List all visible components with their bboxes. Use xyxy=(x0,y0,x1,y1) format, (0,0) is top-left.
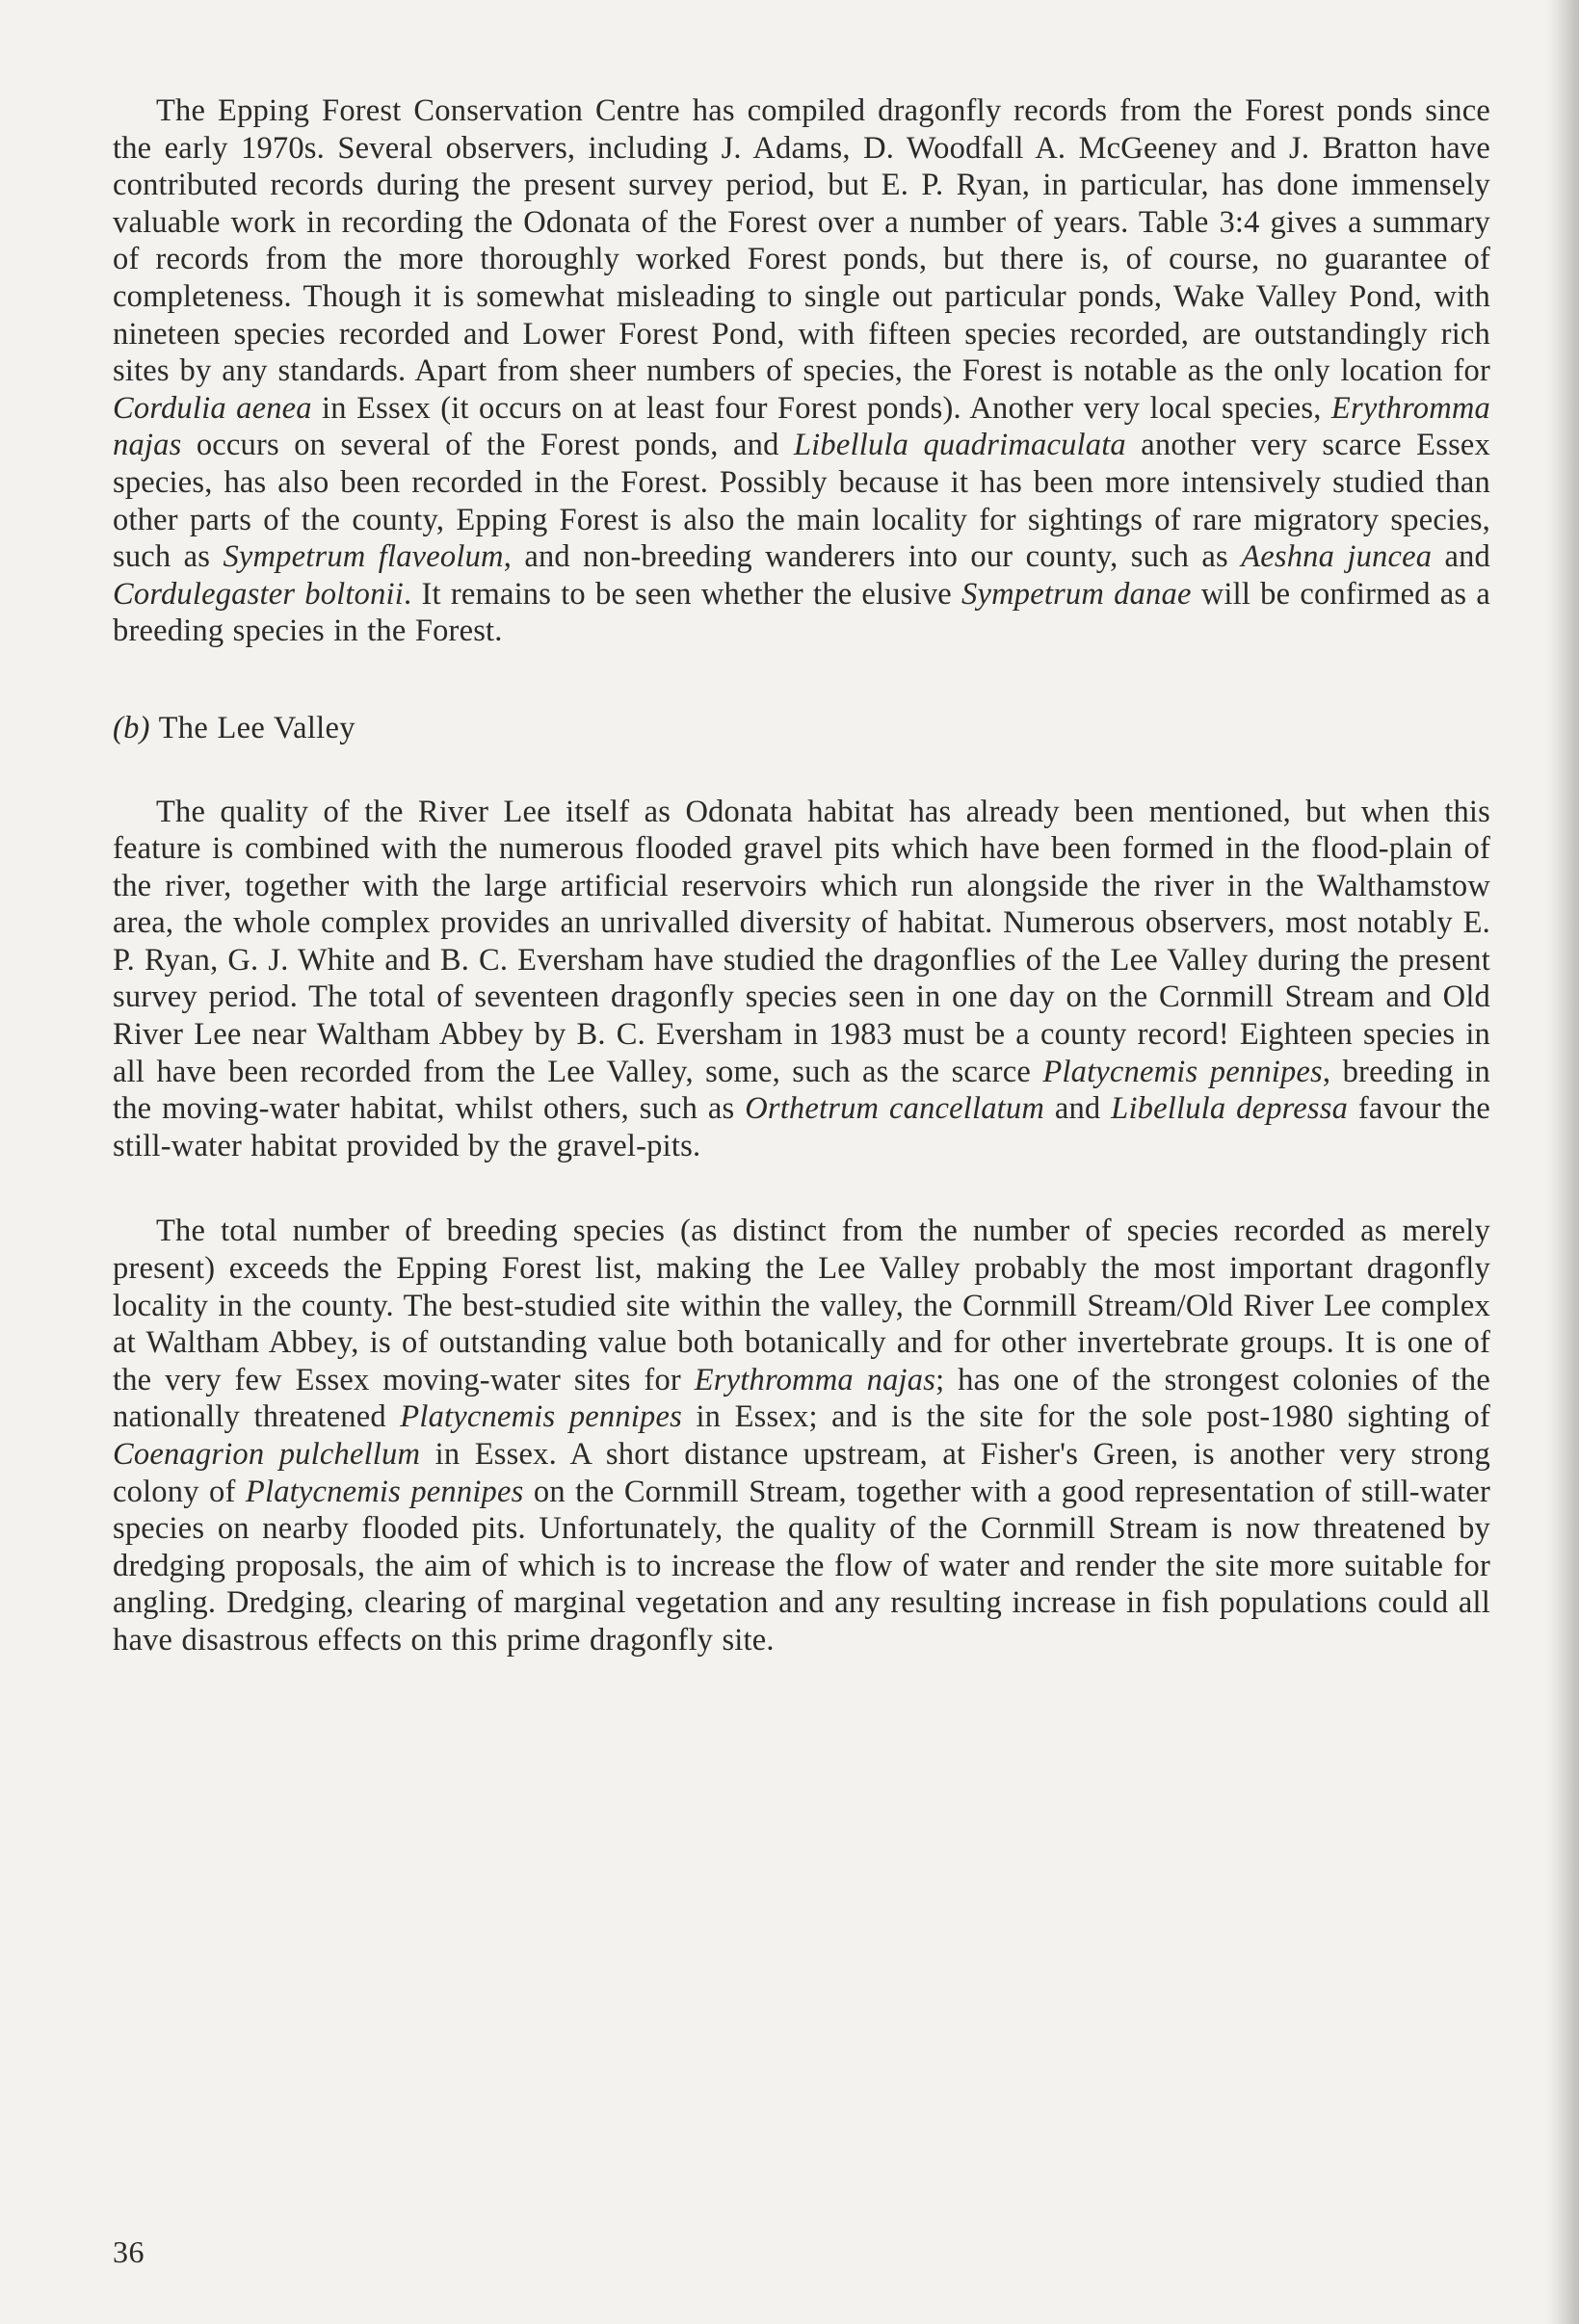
species-name: Sympetrum danae xyxy=(961,576,1192,612)
text-span: , breeding in the moving-water habitat, whilst others, such as xyxy=(113,1054,1490,1127)
species-name: Platycnemis pennipes xyxy=(1042,1054,1323,1089)
section-heading xyxy=(113,710,1490,747)
species-name: Cordulegaster boltonii xyxy=(113,576,405,612)
paragraph-lee-valley xyxy=(113,794,1490,1165)
text-span: The total number of breeding species (as distinct from the number of species recorded as merely present) exceeds the Epping Forest list, making the Lee Valley probably the most important dragonfly locality in the county. The best-studied site within the valley, the Cornmill Stream/Old River Lee complex at Waltham Abbey, is of outstanding value both botanically and for other invertebrate groups. It is one of the very few Essex moving-water sites for xyxy=(113,1214,1490,1397)
species-name: Orthetrum cancellatum xyxy=(745,1091,1045,1127)
page-body xyxy=(113,92,1490,1659)
species-name: Libellula quadrimaculata xyxy=(793,428,1126,463)
text-span: The Epping Forest Conservation Centre has compiled dragonfly records from the Forest ponds since the early 1970s. Several observers, including J. Adams, D. Woodfall A. McGeeney and J. Bratton have contributed records during the present survey period, but E. P. Ryan, in particular, has done immensely valuable work in recording the Odonata of the Forest over a number of years. Table 3:4 gives a summary of records from the more thoroughly worked Forest ponds, but there is, of course, no guarantee of completeness. Though it is somewhat misleading to single out particular ponds, Wake Valley Pond, with nineteen species recorded and Lower Forest Pond, with fifteen species recorded, are outstandingly rich sites by any standards. Apart from sheer numbers of species, the Forest is notable as the only location for xyxy=(113,93,1490,389)
species-name: Aeshna juncea xyxy=(1241,539,1433,575)
text-span: and xyxy=(1044,1091,1112,1127)
paragraph-breeding-species xyxy=(113,1213,1490,1658)
species-name: Coenagrion pulchellum xyxy=(113,1437,421,1472)
text-span: , and non-breeding wanderers into our county, such as xyxy=(503,539,1242,575)
text-span: in Essex (it occurs on at least four Forest ponds). Another very local species, xyxy=(311,390,1331,426)
text-span: another very scarce Essex species, has also been recorded in the Forest. Possibly because it has been more intensively studied than other parts of the county, Epping Forest is also the main locality for sightings of rare migratory species, such as xyxy=(113,428,1490,575)
species-name: Sympetrum flaveolum xyxy=(223,539,504,575)
text-span: . It remains to be seen whether the elusive xyxy=(404,576,962,612)
species-name: Platycnemis pennipes xyxy=(245,1474,524,1509)
page-edge-shadow xyxy=(1546,0,1579,2324)
text-span: favour the still-water habitat provided by the gravel-pits. xyxy=(113,1091,1490,1163)
species-name: Erythromma najas xyxy=(694,1362,936,1397)
text-span: ; has one of the strongest colonies of the nationally threatened xyxy=(113,1362,1490,1435)
text-span: The quality of the River Lee itself as Odonata habitat has already been mentioned, but when this feature is combined with the numerous flooded gravel pits which have been formed in the flood-plain of the river, together with the large artificial reservoirs which run alongside the river in the Walthamstow area, the whole complex provides an unrivalled diversity of habitat. Numerous observers, most notably E. P. Ryan, G. J. White and B. C. Eversham have studied the dragonflies of the Lee Valley during the present survey period. The total of seventeen dragonfly species seen in one day on the Cornmill Stream and Old River Lee near Waltham Abbey by B. C. Eversham in 1983 must be a county record! Eighteen species in all have been recorded from the Lee Valley, some, such as the scarce xyxy=(113,794,1490,1089)
page-number: 36 xyxy=(113,2234,145,2269)
text-span: in Essex. A short distance upstream, at Fisher's Green, is another very strong colony of xyxy=(113,1437,1490,1509)
species-name: Erythromma najas xyxy=(113,390,1491,463)
species-name: Platycnemis pennipes xyxy=(400,1399,682,1435)
paragraph-epping-forest xyxy=(113,92,1490,650)
text-span: on the Cornmill Stream, together with a good representation of still-water species on nearby flooded pits. Unfortunately, the quality of the Cornmill Stream is now threatened by dredging proposals, the aim of which is to increase the flow of water and render the site more suitable for angling. Dredging, clearing of marginal vegetation and any resulting increase in fish populations could all have disastrous effects on this prime dragonfly site. xyxy=(113,1474,1490,1658)
species-name: Cordulia aenea xyxy=(113,390,312,426)
text-span: and xyxy=(1432,539,1491,575)
text-span: occurs on several of the Forest ponds, and xyxy=(181,428,794,463)
text-span: will be confirmed as a breeding species in the Forest. xyxy=(113,576,1491,649)
section-title: The Lee Valley xyxy=(158,710,355,745)
species-name: Libellula depressa xyxy=(1111,1091,1349,1127)
text-span: in Essex; and is the site for the sole post-1980 sighting of xyxy=(681,1399,1490,1435)
section-marker: (b) xyxy=(113,710,150,745)
